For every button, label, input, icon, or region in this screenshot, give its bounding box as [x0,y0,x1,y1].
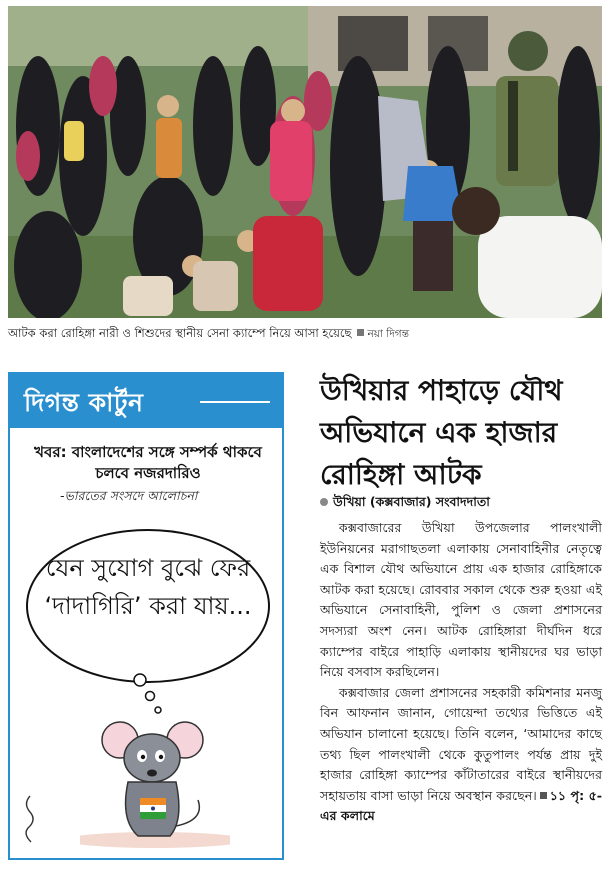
article-headline: উখিয়ার পাহাড়ে যৌথ অভিযানে এক হাজার রোহিঙ্গা আটক [320,374,563,491]
news-photo [8,6,602,318]
artist-signature-icon [20,794,40,844]
circle-bullet-icon [320,498,328,506]
article-paragraph-2-text: কক্সবাজার জেলা প্রশাসনের সহকারী কমিশনার মনজু বিন আফনান জানান, গোয়েন্দা তথ্যের ভিত্তিতে এই অভিযান চালানো হয়েছে। তিনি বলেন, ‘আমাদের কাছে তথ্য ছিল পালংখালী থেকে কুতুপালং পর্যন্ত প্রায় দুই হাজার রোহিঙ্গা ক্যাম্পের কাঁটাতারের বাইরে স্থানীয়দের সহায়তায় বাসা ভাড়া নিয়ে অবস্থান করছেন। [320,684,602,803]
mouse-cartoon-icon [80,670,230,848]
cartoon-news-source: -ভারতের সংসদে আলোচনা [60,488,198,503]
cartoon-header-rule [200,401,270,403]
article-paragraph-1: কক্সবাজারের উখিয়া উপজেলার পালংখালী ইউনিয়নের মরাগাছতলা এলাকায় সেনাবাহিনীর নেতৃত্বে এক বিশাল যৌথ অভিযানে প্রায় এক হাজার রোহিঙ্গাকে আটক করা হয়েছে। রোববার সকাল থেকে শুরু হওয়া এই অভিযানে সেনাবাহিনী, পুলিশ ও জেলা প্রশাসনের সদস্যরা অংশ নেন। আটক রোহিঙ্গারা দীর্ঘদিন ধরে ক্যাম্পের বাইরে পাহাড়ি এলাকায় স্থানীয়দের ঘর ভাড়া নিয়ে বসবাস করছিলেন। [320,520,602,680]
photo-caption [8,326,602,342]
article-byline [320,494,602,514]
cartoon-header [10,374,282,428]
square-bullet-icon [357,329,364,336]
cartoon-speech: যেন সুযোগ বুঝে ফের ‘দাদাগিরি’ করা যায়... [44,554,252,620]
cartoon-news: খবর: বাংলাদেশের সঙ্গে সম্পর্ক থাকবে চলবে নজরদারিও [34,443,262,482]
byline-text: উখিয়া (কক্সবাজার) সংবাদদাতা [333,494,490,509]
photo-credit: নয়া দিগন্ত [367,328,409,340]
article-body [320,518,602,827]
continued-on-link[interactable]: ১১ পৃ: ৫-এর কলামে [320,787,602,824]
cartoon-box [8,372,284,860]
square-bullet-icon [540,792,547,799]
article-paragraph-2 [320,683,602,827]
photo-caption-text: আটক করা রোহিঙ্গা নারী ও শিশুদের স্থানীয় সেনা ক্যাম্পে নিয়ে আসা হয়েছে [8,326,352,340]
cartoon-title: দিগন্ত কার্টুন [24,388,144,417]
